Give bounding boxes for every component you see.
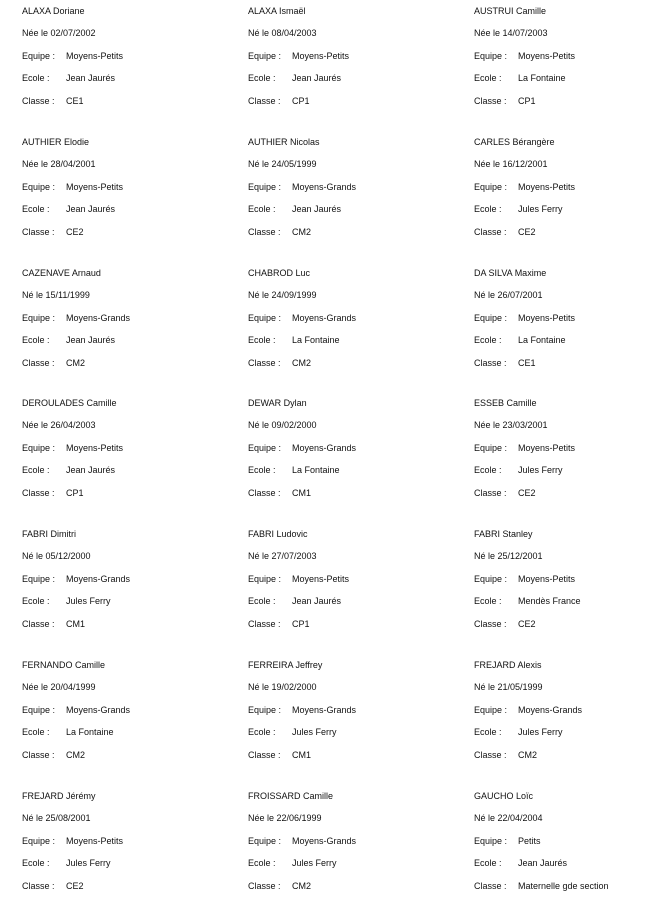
student-school-label: Ecole :: [248, 204, 276, 214]
student-team-row: [474, 836, 541, 847]
student-team-label: Equipe :: [248, 574, 282, 584]
student-team-value: Moyens-Petits: [518, 182, 576, 192]
student-class-label: Classe :: [22, 358, 55, 368]
student-school-value: Jules Ferry: [518, 465, 563, 475]
student-team-label: Equipe :: [248, 51, 282, 61]
student-school-label: Ecole :: [474, 335, 502, 345]
student-school-row: [22, 858, 111, 869]
student-class-value: CE2: [66, 881, 84, 891]
student-team-row: [22, 182, 123, 193]
student-school-row: [248, 73, 341, 84]
student-team-row: [248, 705, 356, 716]
student-card: [474, 268, 654, 388]
student-team-value: Moyens-Petits: [66, 51, 124, 61]
student-class-value: CP1: [292, 619, 310, 629]
student-school-label: Ecole :: [248, 335, 276, 345]
student-class-value: CP1: [292, 96, 310, 106]
student-class-row: [474, 358, 536, 369]
student-school-label: Ecole :: [474, 727, 502, 737]
student-school-label: Ecole :: [22, 727, 50, 737]
student-school-label: Ecole :: [22, 596, 50, 606]
student-birth-date: Né le 19/02/2000: [248, 682, 317, 692]
student-school-row: [474, 465, 563, 476]
student-team-label: Equipe :: [474, 443, 508, 453]
student-birth-date: Né le 15/11/1999: [22, 290, 90, 300]
student-team-row: [474, 51, 575, 62]
student-team-value: Moyens-Petits: [518, 574, 576, 584]
student-class-row: [248, 750, 311, 761]
student-school-value: Jules Ferry: [66, 596, 111, 606]
student-team-row: [22, 313, 130, 324]
student-class-value: CM2: [66, 750, 86, 760]
student-class-row: [22, 619, 85, 630]
student-name: FABRI Stanley: [474, 529, 533, 539]
student-team-row: [22, 51, 123, 62]
student-team-value: Moyens-Petits: [518, 51, 576, 61]
student-class-value: CM2: [292, 227, 312, 237]
student-card: [474, 529, 654, 649]
student-class-row: [474, 96, 536, 107]
student-school-label: Ecole :: [248, 727, 276, 737]
student-class-label: Classe :: [474, 750, 507, 760]
student-class-row: [248, 358, 311, 369]
student-card: [22, 529, 222, 649]
student-school-row: [22, 204, 115, 215]
student-school-value: Jean Jaurés: [292, 204, 342, 214]
student-name: ESSEB Camille: [474, 398, 537, 408]
student-team-value: Moyens-Petits: [292, 574, 350, 584]
student-name: GAUCHO Loïc: [474, 791, 534, 801]
student-team-row: [474, 182, 575, 193]
student-team-label: Equipe :: [248, 182, 282, 192]
student-team-label: Equipe :: [22, 574, 56, 584]
student-card: [22, 398, 222, 518]
student-team-label: Equipe :: [474, 182, 508, 192]
student-school-row: [474, 204, 563, 215]
student-team-row: [22, 836, 123, 847]
student-birth-date: Né le 27/07/2003: [248, 551, 317, 561]
student-class-label: Classe :: [474, 227, 507, 237]
student-team-value: Moyens-Petits: [66, 182, 124, 192]
student-class-value: CE2: [518, 619, 536, 629]
student-birth-date: Née le 26/04/2003: [22, 420, 96, 430]
student-school-row: [22, 727, 114, 738]
student-card: [22, 791, 222, 911]
student-class-value: CM2: [66, 358, 86, 368]
student-name: DEWAR Dylan: [248, 398, 307, 408]
student-card: [22, 6, 222, 126]
student-class-label: Classe :: [22, 619, 55, 629]
student-birth-date: Née le 28/04/2001: [22, 159, 96, 169]
student-birth-date: Né le 24/05/1999: [248, 159, 317, 169]
student-class-row: [22, 96, 84, 107]
student-class-row: [474, 750, 537, 761]
student-class-value: CE1: [66, 96, 84, 106]
student-team-value: Moyens-Grands: [292, 313, 357, 323]
student-name: CARLES Bérangère: [474, 137, 555, 147]
student-team-label: Equipe :: [474, 574, 508, 584]
student-name: AUTHIER Elodie: [22, 137, 90, 147]
student-school-value: Mendès France: [518, 596, 581, 606]
student-class-label: Classe :: [474, 358, 507, 368]
student-class-value: CM1: [66, 619, 86, 629]
student-name: FROISSARD Camille: [248, 791, 334, 801]
student-class-label: Classe :: [248, 881, 281, 891]
student-card: [474, 791, 654, 911]
student-school-value: Jean Jaurés: [518, 858, 568, 868]
student-team-label: Equipe :: [474, 836, 508, 846]
student-school-row: [248, 204, 341, 215]
student-school-row: [248, 858, 337, 869]
student-team-value: Moyens-Grands: [292, 705, 357, 715]
student-team-value: Moyens-Grands: [66, 313, 131, 323]
student-card: [248, 529, 448, 649]
student-class-value: CP1: [66, 488, 84, 498]
student-class-value: CE1: [518, 358, 536, 368]
student-school-label: Ecole :: [248, 73, 276, 83]
student-class-label: Classe :: [248, 488, 281, 498]
student-team-value: Moyens-Grands: [292, 836, 357, 846]
student-team-label: Equipe :: [248, 705, 282, 715]
student-school-row: [22, 465, 115, 476]
student-school-label: Ecole :: [22, 858, 50, 868]
student-birth-date: Née le 14/07/2003: [474, 28, 548, 38]
student-team-value: Moyens-Grands: [292, 182, 357, 192]
student-birth-date: Né le 09/02/2000: [248, 420, 317, 430]
student-team-value: Moyens-Petits: [66, 836, 124, 846]
student-class-value: CM1: [292, 488, 312, 498]
student-school-label: Ecole :: [474, 73, 502, 83]
student-class-label: Classe :: [248, 358, 281, 368]
student-card: [22, 268, 222, 388]
student-school-value: La Fontaine: [518, 335, 566, 345]
student-school-label: Ecole :: [474, 596, 502, 606]
student-name: FABRI Dimitri: [22, 529, 76, 539]
student-school-row: [474, 73, 566, 84]
student-name: AUTHIER Nicolas: [248, 137, 320, 147]
student-name: DEROULADES Camille: [22, 398, 117, 408]
student-class-label: Classe :: [22, 96, 55, 106]
student-school-value: Jules Ferry: [292, 858, 337, 868]
student-class-value: CM2: [292, 358, 312, 368]
student-team-row: [248, 51, 349, 62]
student-school-label: Ecole :: [22, 73, 50, 83]
student-school-value: Jules Ferry: [292, 727, 337, 737]
student-team-label: Equipe :: [22, 51, 56, 61]
student-team-row: [474, 443, 575, 454]
student-class-label: Classe :: [248, 227, 281, 237]
student-class-row: [22, 227, 84, 238]
student-school-row: [474, 727, 563, 738]
student-class-row: [248, 227, 311, 238]
student-team-label: Equipe :: [22, 705, 56, 715]
student-name: CHABROD Luc: [248, 268, 311, 278]
student-card: [474, 398, 654, 518]
student-school-value: Jean Jaurés: [292, 596, 342, 606]
student-team-value: Petits: [518, 836, 541, 846]
student-team-label: Equipe :: [248, 836, 282, 846]
student-class-label: Classe :: [248, 750, 281, 760]
student-team-value: Moyens-Grands: [66, 705, 131, 715]
student-class-row: [22, 881, 84, 892]
student-team-label: Equipe :: [22, 443, 56, 453]
student-class-row: [248, 881, 311, 892]
student-class-label: Classe :: [248, 619, 281, 629]
student-school-value: Jules Ferry: [66, 858, 111, 868]
student-class-value: CM2: [292, 881, 312, 891]
student-class-row: [22, 488, 84, 499]
student-school-label: Ecole :: [474, 204, 502, 214]
student-birth-date: Née le 16/12/2001: [474, 159, 548, 169]
student-team-row: [22, 443, 123, 454]
student-team-row: [248, 313, 356, 324]
student-class-label: Classe :: [22, 750, 55, 760]
student-school-row: [474, 596, 581, 607]
student-team-row: [22, 705, 130, 716]
student-class-label: Classe :: [22, 227, 55, 237]
student-team-row: [474, 313, 575, 324]
student-class-value: CE2: [518, 227, 536, 237]
student-class-row: [248, 96, 310, 107]
student-card: [248, 6, 448, 126]
student-card: [474, 137, 654, 257]
student-school-label: Ecole :: [248, 596, 276, 606]
student-name: AUSTRUI Camille: [474, 6, 547, 16]
student-school-value: Jean Jaurés: [66, 204, 116, 214]
student-school-value: Jean Jaurés: [66, 335, 116, 345]
student-class-value: CM1: [292, 750, 312, 760]
student-class-row: [248, 488, 311, 499]
student-class-value: Maternelle gde section: [518, 881, 609, 891]
student-school-value: Jules Ferry: [518, 204, 563, 214]
student-team-value: Moyens-Petits: [518, 313, 576, 323]
student-school-label: Ecole :: [22, 335, 50, 345]
student-class-label: Classe :: [22, 488, 55, 498]
student-birth-date: Né le 22/04/2004: [474, 813, 543, 823]
student-team-row: [248, 574, 349, 585]
student-name: FERREIRA Jeffrey: [248, 660, 323, 670]
student-school-value: Jean Jaurés: [292, 73, 342, 83]
student-team-label: Equipe :: [22, 313, 56, 323]
student-birth-date: Née le 20/04/1999: [22, 682, 96, 692]
student-school-row: [474, 858, 567, 869]
student-card: [474, 6, 654, 126]
student-class-label: Classe :: [474, 881, 507, 891]
student-name: DA SILVA Maxime: [474, 268, 547, 278]
student-class-row: [474, 488, 536, 499]
student-card: [22, 660, 222, 780]
student-class-row: [22, 358, 85, 369]
student-school-value: La Fontaine: [66, 727, 114, 737]
student-team-label: Equipe :: [248, 443, 282, 453]
student-birth-date: Né le 21/05/1999: [474, 682, 543, 692]
student-school-value: La Fontaine: [292, 335, 340, 345]
student-card: [22, 137, 222, 257]
student-team-row: [248, 836, 356, 847]
student-name: FREJARD Alexis: [474, 660, 542, 670]
student-school-row: [22, 596, 111, 607]
student-team-label: Equipe :: [474, 313, 508, 323]
student-team-row: [248, 182, 356, 193]
student-birth-date: Né le 05/12/2000: [22, 551, 91, 561]
student-class-value: CP1: [518, 96, 536, 106]
student-team-label: Equipe :: [474, 705, 508, 715]
student-team-label: Equipe :: [248, 313, 282, 323]
student-team-row: [22, 574, 130, 585]
student-card: [474, 660, 654, 780]
student-name: FERNANDO Camille: [22, 660, 106, 670]
student-school-label: Ecole :: [22, 465, 50, 475]
student-school-value: Jules Ferry: [518, 727, 563, 737]
student-team-value: Moyens-Grands: [292, 443, 357, 453]
student-birth-date: Née le 23/03/2001: [474, 420, 548, 430]
student-team-value: Moyens-Petits: [292, 51, 350, 61]
student-class-label: Classe :: [474, 488, 507, 498]
student-school-label: Ecole :: [22, 204, 50, 214]
student-school-row: [22, 335, 115, 346]
student-team-label: Equipe :: [22, 182, 56, 192]
student-name: FABRI Ludovic: [248, 529, 308, 539]
student-team-value: Moyens-Petits: [66, 443, 124, 453]
student-card: [248, 660, 448, 780]
student-school-value: Jean Jaurés: [66, 73, 116, 83]
student-birth-date: Né le 24/09/1999: [248, 290, 317, 300]
student-class-row: [248, 619, 310, 630]
student-class-value: CE2: [518, 488, 536, 498]
student-school-row: [474, 335, 566, 346]
student-name: ALAXA Ismaël: [248, 6, 306, 16]
student-class-row: [474, 227, 536, 238]
student-school-label: Ecole :: [474, 465, 502, 475]
student-birth-date: Né le 25/12/2001: [474, 551, 543, 561]
student-school-label: Ecole :: [248, 465, 276, 475]
student-school-label: Ecole :: [248, 858, 276, 868]
student-class-row: [474, 881, 609, 892]
student-team-row: [474, 574, 575, 585]
student-team-row: [474, 705, 582, 716]
student-team-label: Equipe :: [22, 836, 56, 846]
student-name: ALAXA Doriane: [22, 6, 85, 16]
student-birth-date: Né le 08/04/2003: [248, 28, 317, 38]
student-name: FREJARD Jérémy: [22, 791, 96, 801]
student-school-row: [248, 465, 340, 476]
student-card: [248, 268, 448, 388]
student-team-label: Equipe :: [474, 51, 508, 61]
student-school-value: Jean Jaurés: [66, 465, 116, 475]
student-school-row: [248, 596, 341, 607]
student-class-row: [474, 619, 536, 630]
student-school-row: [248, 727, 337, 738]
student-class-label: Classe :: [248, 96, 281, 106]
student-school-row: [22, 73, 115, 84]
student-class-label: Classe :: [474, 96, 507, 106]
student-school-value: La Fontaine: [292, 465, 340, 475]
student-class-value: CM2: [518, 750, 538, 760]
student-card: [248, 137, 448, 257]
student-school-label: Ecole :: [474, 858, 502, 868]
student-team-value: Moyens-Grands: [518, 705, 583, 715]
student-team-value: Moyens-Petits: [518, 443, 576, 453]
student-team-value: Moyens-Grands: [66, 574, 131, 584]
student-name: CAZENAVE Arnaud: [22, 268, 101, 278]
student-birth-date: Née le 22/06/1999: [248, 813, 322, 823]
student-class-value: CE2: [66, 227, 84, 237]
student-team-row: [248, 443, 356, 454]
student-class-label: Classe :: [22, 881, 55, 891]
student-school-value: La Fontaine: [518, 73, 566, 83]
student-class-label: Classe :: [474, 619, 507, 629]
student-birth-date: Né le 25/08/2001: [22, 813, 91, 823]
student-birth-date: Née le 02/07/2002: [22, 28, 96, 38]
student-card: [248, 398, 448, 518]
student-birth-date: Né le 26/07/2001: [474, 290, 543, 300]
student-school-row: [248, 335, 340, 346]
student-card: [248, 791, 448, 911]
student-class-row: [22, 750, 85, 761]
